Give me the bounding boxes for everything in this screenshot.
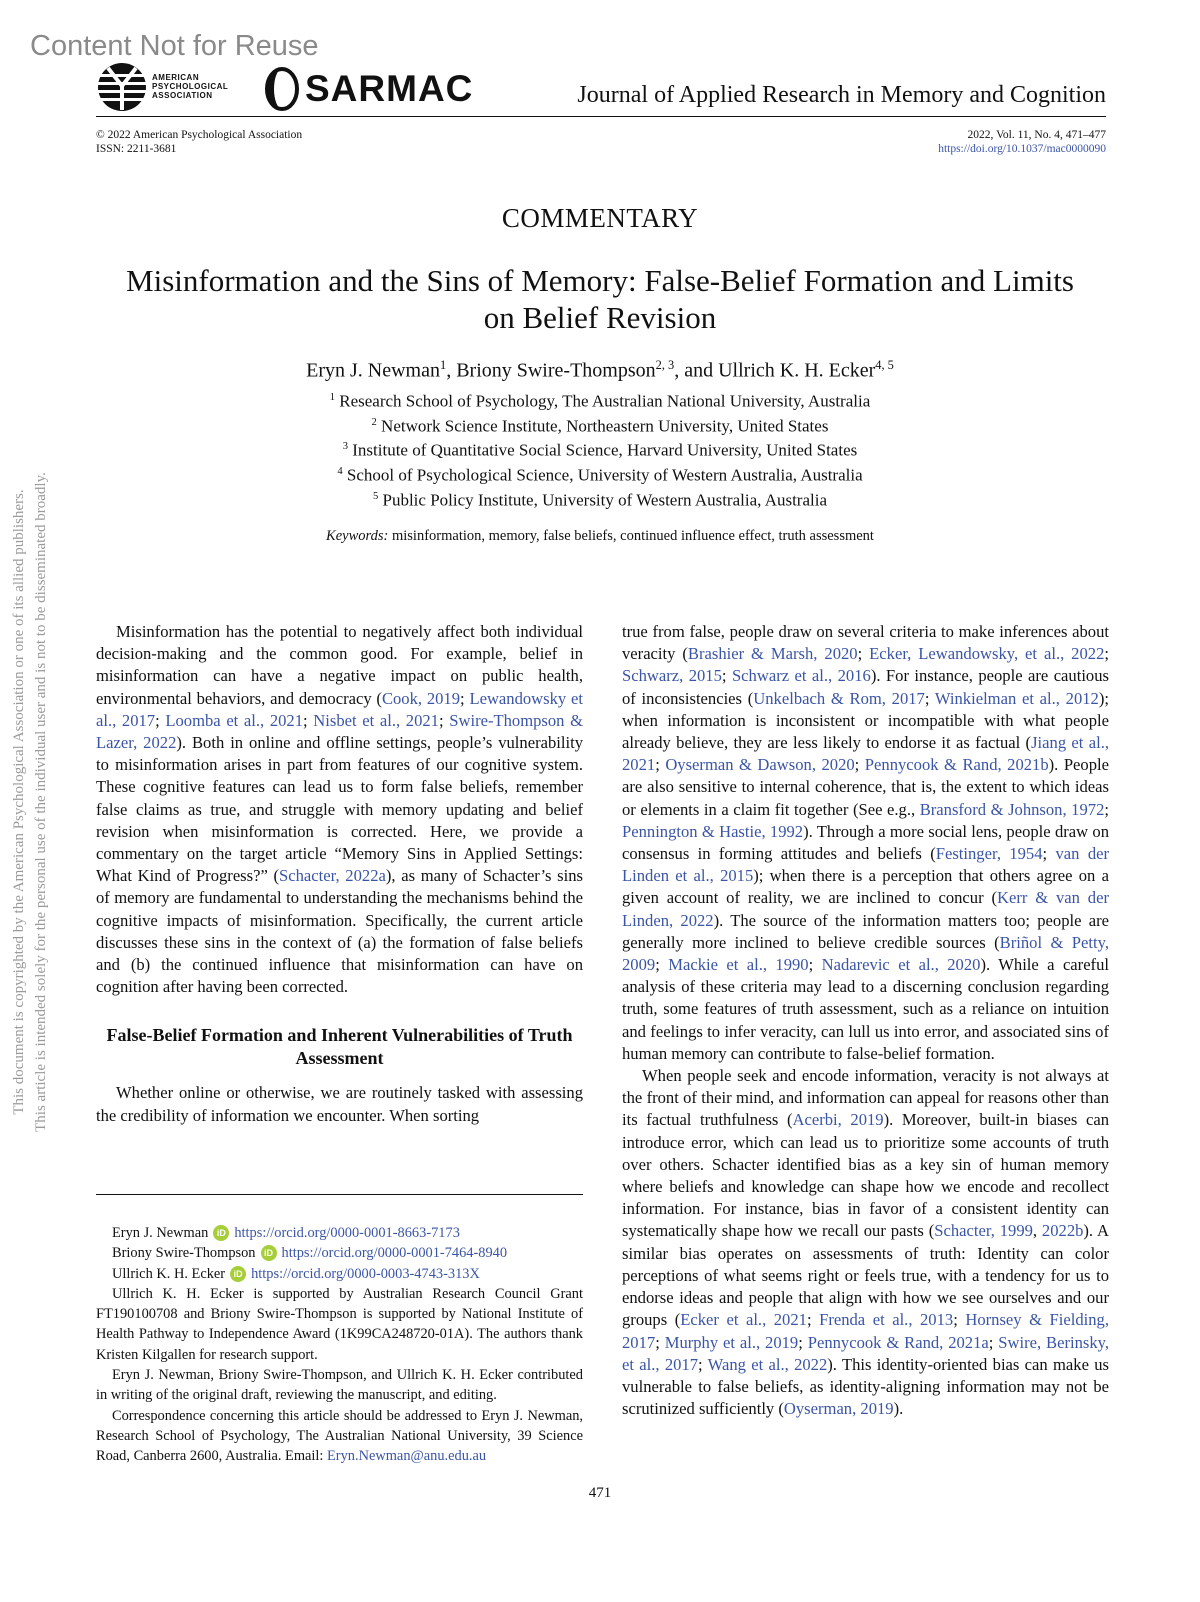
- apa-logo-line: PSYCHOLOGICAL: [152, 82, 229, 91]
- affiliation-text: Public Policy Institute, University of Western Australia, Australia: [382, 490, 828, 510]
- affiliation-number: 3: [342, 441, 348, 453]
- affiliation-text: Institute of Quantitative Social Science, Harvard University, United States: [352, 440, 858, 460]
- body-text: true from false, people draw on several criteria to make inferences about veracity (: [622, 622, 1109, 664]
- publication-meta-left: [96, 128, 302, 156]
- body-text: Whether online or otherwise, we are routinely tasked with assessing the credibility of information we encounter. When sorting: [96, 1083, 583, 1125]
- body-text: ;: [1104, 644, 1109, 664]
- sarmac-emblem-icon: [265, 67, 299, 111]
- orcid-entry: [96, 1264, 583, 1284]
- body-text: ;: [460, 688, 470, 708]
- body-text: ,: [1032, 1221, 1042, 1241]
- author-name: Eryn J. Newman: [306, 359, 440, 382]
- citation-link[interactable]: Ecker et al., 2021: [680, 1310, 807, 1330]
- sarmac-wordmark: SARMAC: [305, 68, 474, 109]
- side-note-line-2: This article is intended solely for the personal use of the individual user and is not to be disseminated broadly.: [33, 472, 49, 1132]
- citation-link[interactable]: Pennycook & Rand, 2021a: [807, 1332, 989, 1352]
- affiliation: [0, 387, 1200, 412]
- author-affil-marker: 1: [439, 358, 447, 372]
- article-title: Misinformation and the Sins of Memory: False-Belief Formation and Limits on Belief Revision: [126, 263, 1074, 335]
- apa-logo-line: AMERICAN: [152, 73, 200, 82]
- body-text: ); when information is inconsistent or incompatible with what people already believe, they are less likely to endorse it as factual (: [622, 688, 1109, 753]
- orcid-entry: [96, 1243, 583, 1263]
- author-name: Ullrich K. H. Ecker: [718, 359, 876, 382]
- orcid-icon: iD: [261, 1245, 277, 1261]
- affiliation-number: 2: [371, 416, 377, 428]
- affiliation-list: [0, 387, 1200, 510]
- journal-title: Journal of Applied Research in Memory and Cognition: [577, 82, 1106, 108]
- apa-logo-line: ASSOCIATION: [152, 91, 213, 100]
- watermark: Content Not for Reuse: [30, 30, 319, 62]
- correspondence-text: Correspondence concerning this article should be addressed to Eryn J. Newman, Research School of Psychology, The Australian National University, 39 Science Road, Canberra 2600, Australia. Email:: [96, 1407, 583, 1465]
- body-text: ). Through a more social lens, people draw on consensus in forming attitudes and beliefs (: [622, 821, 1109, 864]
- citation-link[interactable]: Bransford & Johnson, 1972: [919, 799, 1105, 819]
- body-text: ;: [721, 666, 732, 686]
- orcid-icon: iD: [213, 1225, 229, 1241]
- orcid-author-name: Eryn J. Newman: [112, 1225, 209, 1241]
- affiliation: [0, 461, 1200, 486]
- body-paragraph: [96, 621, 583, 998]
- citation-link[interactable]: Brashier & Marsh, 2020: [687, 644, 858, 664]
- body-text: ). People are also sensitive to internal coherence, that is, the extent to which ideas or elements in a claim fit together (See e.g.,: [622, 755, 1109, 819]
- citation-link[interactable]: Kerr & van der Linden, 2022: [622, 888, 1109, 930]
- citation-link[interactable]: Wang et al., 2022: [707, 1354, 828, 1374]
- citation-link[interactable]: Murphy et al., 2019: [664, 1332, 799, 1352]
- affiliation-number: 4: [337, 465, 343, 477]
- citation-link[interactable]: Acerbi, 2019: [792, 1110, 884, 1130]
- publication-meta-right: [938, 128, 1106, 156]
- body-text: ;: [857, 644, 870, 664]
- orcid-icon: iD: [230, 1266, 246, 1282]
- keywords: [0, 528, 1200, 545]
- orcid-link[interactable]: https://orcid.org/0000-0001-8663-7173: [234, 1225, 460, 1241]
- author-affil-marker: 2, 3: [655, 358, 675, 372]
- body-text: ;: [655, 755, 666, 775]
- orcid-link[interactable]: https://orcid.org/0000-0001-7464-8940: [281, 1245, 508, 1262]
- author-list: [0, 358, 1200, 383]
- citation-link[interactable]: Winkielman et al., 2012: [934, 688, 1099, 708]
- author-name: Briony Swire-Thompson: [456, 359, 656, 382]
- citation-link[interactable]: Schwarz et al., 2016: [731, 666, 871, 686]
- affiliation-text: Network Science Institute, Northeastern University, United States: [381, 416, 829, 436]
- citation-link[interactable]: Unkelbach & Rom, 2017: [753, 688, 925, 708]
- citation-link[interactable]: Frenda et al., 2013: [819, 1310, 954, 1330]
- affiliation-number: 5: [372, 490, 379, 502]
- citation-link[interactable]: Festinger, 1954: [935, 844, 1043, 864]
- citation-link[interactable]: Briñol & Petty, 2009: [622, 932, 1109, 975]
- author-separator: , and: [674, 359, 719, 382]
- citation-link[interactable]: Cook, 2019: [381, 688, 461, 708]
- citation-link[interactable]: Schacter, 2022a: [279, 866, 386, 886]
- body-text: ). Both in online and offline settings, people’s vulnerability to misinformation arises in part from features of our cognitive system. These cognitive features can lead us to form false beliefs, remember false claims as true, and struggle with memory updating and belief revision when misinformation is corrected. Here, we provide a commentary on the target article “Memory Sins in Applied Settings: What Kind of Progress?” (: [96, 733, 584, 886]
- body-column-right: [622, 621, 1109, 1420]
- citation-link[interactable]: Pennington & Hastie, 1992: [622, 821, 804, 841]
- body-text: ;: [155, 710, 166, 730]
- orcid-author-name: Briony Swire-Thompson: [112, 1245, 256, 1262]
- body-paragraph: [622, 1065, 1109, 1420]
- author-note: [96, 1223, 583, 1467]
- body-text: ;: [1104, 799, 1109, 819]
- body-text: ). The source of the information matters too; people are generally more inclined to believe credible sources (: [622, 910, 1109, 952]
- section-heading: False-Belief Formation and Inherent Vulnerabilities of Truth Assessment: [106, 1025, 573, 1069]
- orcid-link[interactable]: https://orcid.org/0000-0003-4743-313X: [251, 1265, 480, 1282]
- citation-link[interactable]: Oyserman & Dawson, 2020: [665, 755, 855, 775]
- citation-link[interactable]: Schwarz, 2015: [622, 666, 722, 686]
- body-text: ;: [438, 710, 450, 730]
- sarmac-logo: [265, 67, 473, 111]
- volume-line: 2022, Vol. 11, No. 4, 471–477: [967, 129, 1106, 141]
- citation-link[interactable]: Swire-Thompson & Lazer, 2022: [96, 710, 584, 753]
- citation-link[interactable]: Jiang et al., 2021: [622, 733, 1109, 775]
- contributions-note: Eryn J. Newman, Briony Swire-Thompson, and Ullrich K. H. Ecker contributed in writing of the original draft, reviewing the manuscript, and editing.: [96, 1367, 583, 1404]
- body-text: ). While a careful analysis of these criteria may lead to a discerning conclusion regarding truth, some features of truth assessment, such as a reliance on intuition and feelings to infer veracity, can lull us into error, and associated sins of human memory can contribute to false-belief formation.: [622, 955, 1109, 1063]
- apa-emblem-icon: [96, 62, 148, 112]
- body-text: ). For instance, people are cautious of inconsistencies (: [622, 666, 1109, 708]
- body-text: ;: [854, 755, 865, 775]
- orcid-author-name: Ullrich K. H. Ecker: [112, 1265, 226, 1282]
- affiliation-text: Research School of Psychology, The Australian National University, Australia: [339, 391, 871, 411]
- body-text: ;: [655, 1332, 665, 1352]
- body-paragraph: [96, 1082, 583, 1126]
- section-type: COMMENTARY: [501, 203, 699, 233]
- body-text: ).: [893, 1399, 904, 1419]
- citation-link[interactable]: Pennycook & Rand, 2021b: [864, 755, 1049, 775]
- citation-link[interactable]: Lewandowsky et al., 2017: [96, 688, 583, 730]
- citation-link[interactable]: Nadarevic et al., 2020: [821, 955, 981, 975]
- body-text: ); when there is a perception that others agree on a given account of reality, we are inclined to concur (: [622, 866, 1109, 908]
- body-text: ;: [806, 1310, 820, 1330]
- author-affil-marker: 4, 5: [875, 358, 894, 372]
- body-text: ;: [698, 1354, 708, 1374]
- copyright-line: © 2022 American Psychological Association: [96, 129, 303, 141]
- keywords-label: Keywords:: [326, 528, 389, 544]
- affiliation: [0, 412, 1200, 437]
- citation-link[interactable]: Nisbet et al., 2021: [313, 710, 439, 730]
- correspondence-note: [96, 1406, 583, 1467]
- email-link[interactable]: Eryn.Newman@anu.edu.au: [327, 1448, 487, 1465]
- issn-line: ISSN: 2211-3681: [96, 143, 177, 155]
- body-text: ;: [655, 955, 669, 975]
- keywords-text: misinformation, memory, false beliefs, continued influence effect, truth assessment: [391, 528, 874, 544]
- page-number: 471: [588, 1485, 612, 1501]
- citation-link[interactable]: Oyserman, 2019: [783, 1399, 894, 1419]
- footnote-rule: [96, 1194, 583, 1195]
- body-text: When people seek and encode information, veracity is not always at the front of their mind, and information can appeal for reasons other than its factual truthfulness (: [622, 1066, 1109, 1130]
- body-text: ;: [924, 688, 935, 708]
- author-separator: ,: [446, 359, 457, 382]
- body-text: ). This identity-oriented bias can make us vulnerable to false beliefs, as identity-aligning information may not be scrutinized sufficiently (: [622, 1354, 1109, 1419]
- citation-link[interactable]: Schacter, 1999: [934, 1221, 1033, 1241]
- body-text: ), as many of Schacter’s sins of memory are fundamental to understanding the mechanisms behind the cognitive impacts of misinformation. Specifically, the current article discusses these sins in the context of (a) the formation of false beliefs and (b) the continued influence that misinformation can have on cognition after having been corrected.: [96, 866, 584, 997]
- affiliation: [0, 436, 1200, 461]
- side-note-line-1: This document is copyrighted by the American Psychological Association or one of its allied publishers.: [11, 489, 27, 1115]
- affiliation: [0, 486, 1200, 511]
- body-text: ;: [798, 1332, 808, 1352]
- apa-logo-text: [152, 73, 228, 100]
- body-paragraph: [622, 621, 1109, 1065]
- body-text: ;: [953, 1310, 966, 1330]
- citation-link[interactable]: Hornsey & Fielding, 2017: [622, 1310, 1109, 1352]
- citation-link[interactable]: Swire, Berinsky, et al., 2017: [622, 1332, 1109, 1374]
- doi-link[interactable]: https://doi.org/10.1037/mac0000090: [938, 143, 1106, 155]
- header-rule: [96, 116, 1106, 117]
- body-text: ). Moreover, built-in biases can introduce error, which can lead us to prioritize some accounts of truth over others. Schacter identified bias as a key sin of human memory where beliefs and knowledge can shape how we encode and recollect information. For instance, bias in favor of a consistent identity can systematically shape how we recall our pasts (: [622, 1110, 1110, 1241]
- body-text: ;: [988, 1332, 999, 1352]
- citation-link[interactable]: Loomba et al., 2021: [165, 710, 304, 730]
- body-text: ;: [808, 955, 822, 975]
- body-text: ;: [1042, 844, 1056, 864]
- funding-note: Ullrich K. H. Ecker is supported by Australian Research Council Grant FT190100708 and Briony Swire-Thompson is supported by National Institute of Health Pathway to Independence Award (1K99CA248720-01A). The authors thank Kristen Kilgallen for research support.: [96, 1285, 583, 1363]
- citation-link[interactable]: 2022b: [1041, 1221, 1084, 1241]
- orcid-entry: [96, 1223, 583, 1243]
- body-text: ;: [303, 710, 314, 730]
- citation-link[interactable]: Mackie et al., 1990: [668, 955, 809, 975]
- affiliation-number: 1: [329, 392, 335, 403]
- affiliation-text: School of Psychological Science, University of Western Australia, Australia: [346, 465, 863, 485]
- citation-link[interactable]: van der Linden et al., 2015: [622, 844, 1110, 886]
- body-text: ). A similar bias operates on assessments of truth: Identity can color perceptions of what seems right or feels true, with a tendency for us to endorse ideas and people that align with how we see ourselves and our groups (: [622, 1221, 1109, 1330]
- citation-link[interactable]: Ecker, Lewandowsky, et al., 2022: [869, 644, 1105, 664]
- body-column-left: [96, 621, 583, 1127]
- body-text: Misinformation has the potential to negatively affect both individual decision-making and the common good. For example, belief in misinformation can have a negative impact on public health, environmental behaviors, and democracy (: [96, 622, 583, 708]
